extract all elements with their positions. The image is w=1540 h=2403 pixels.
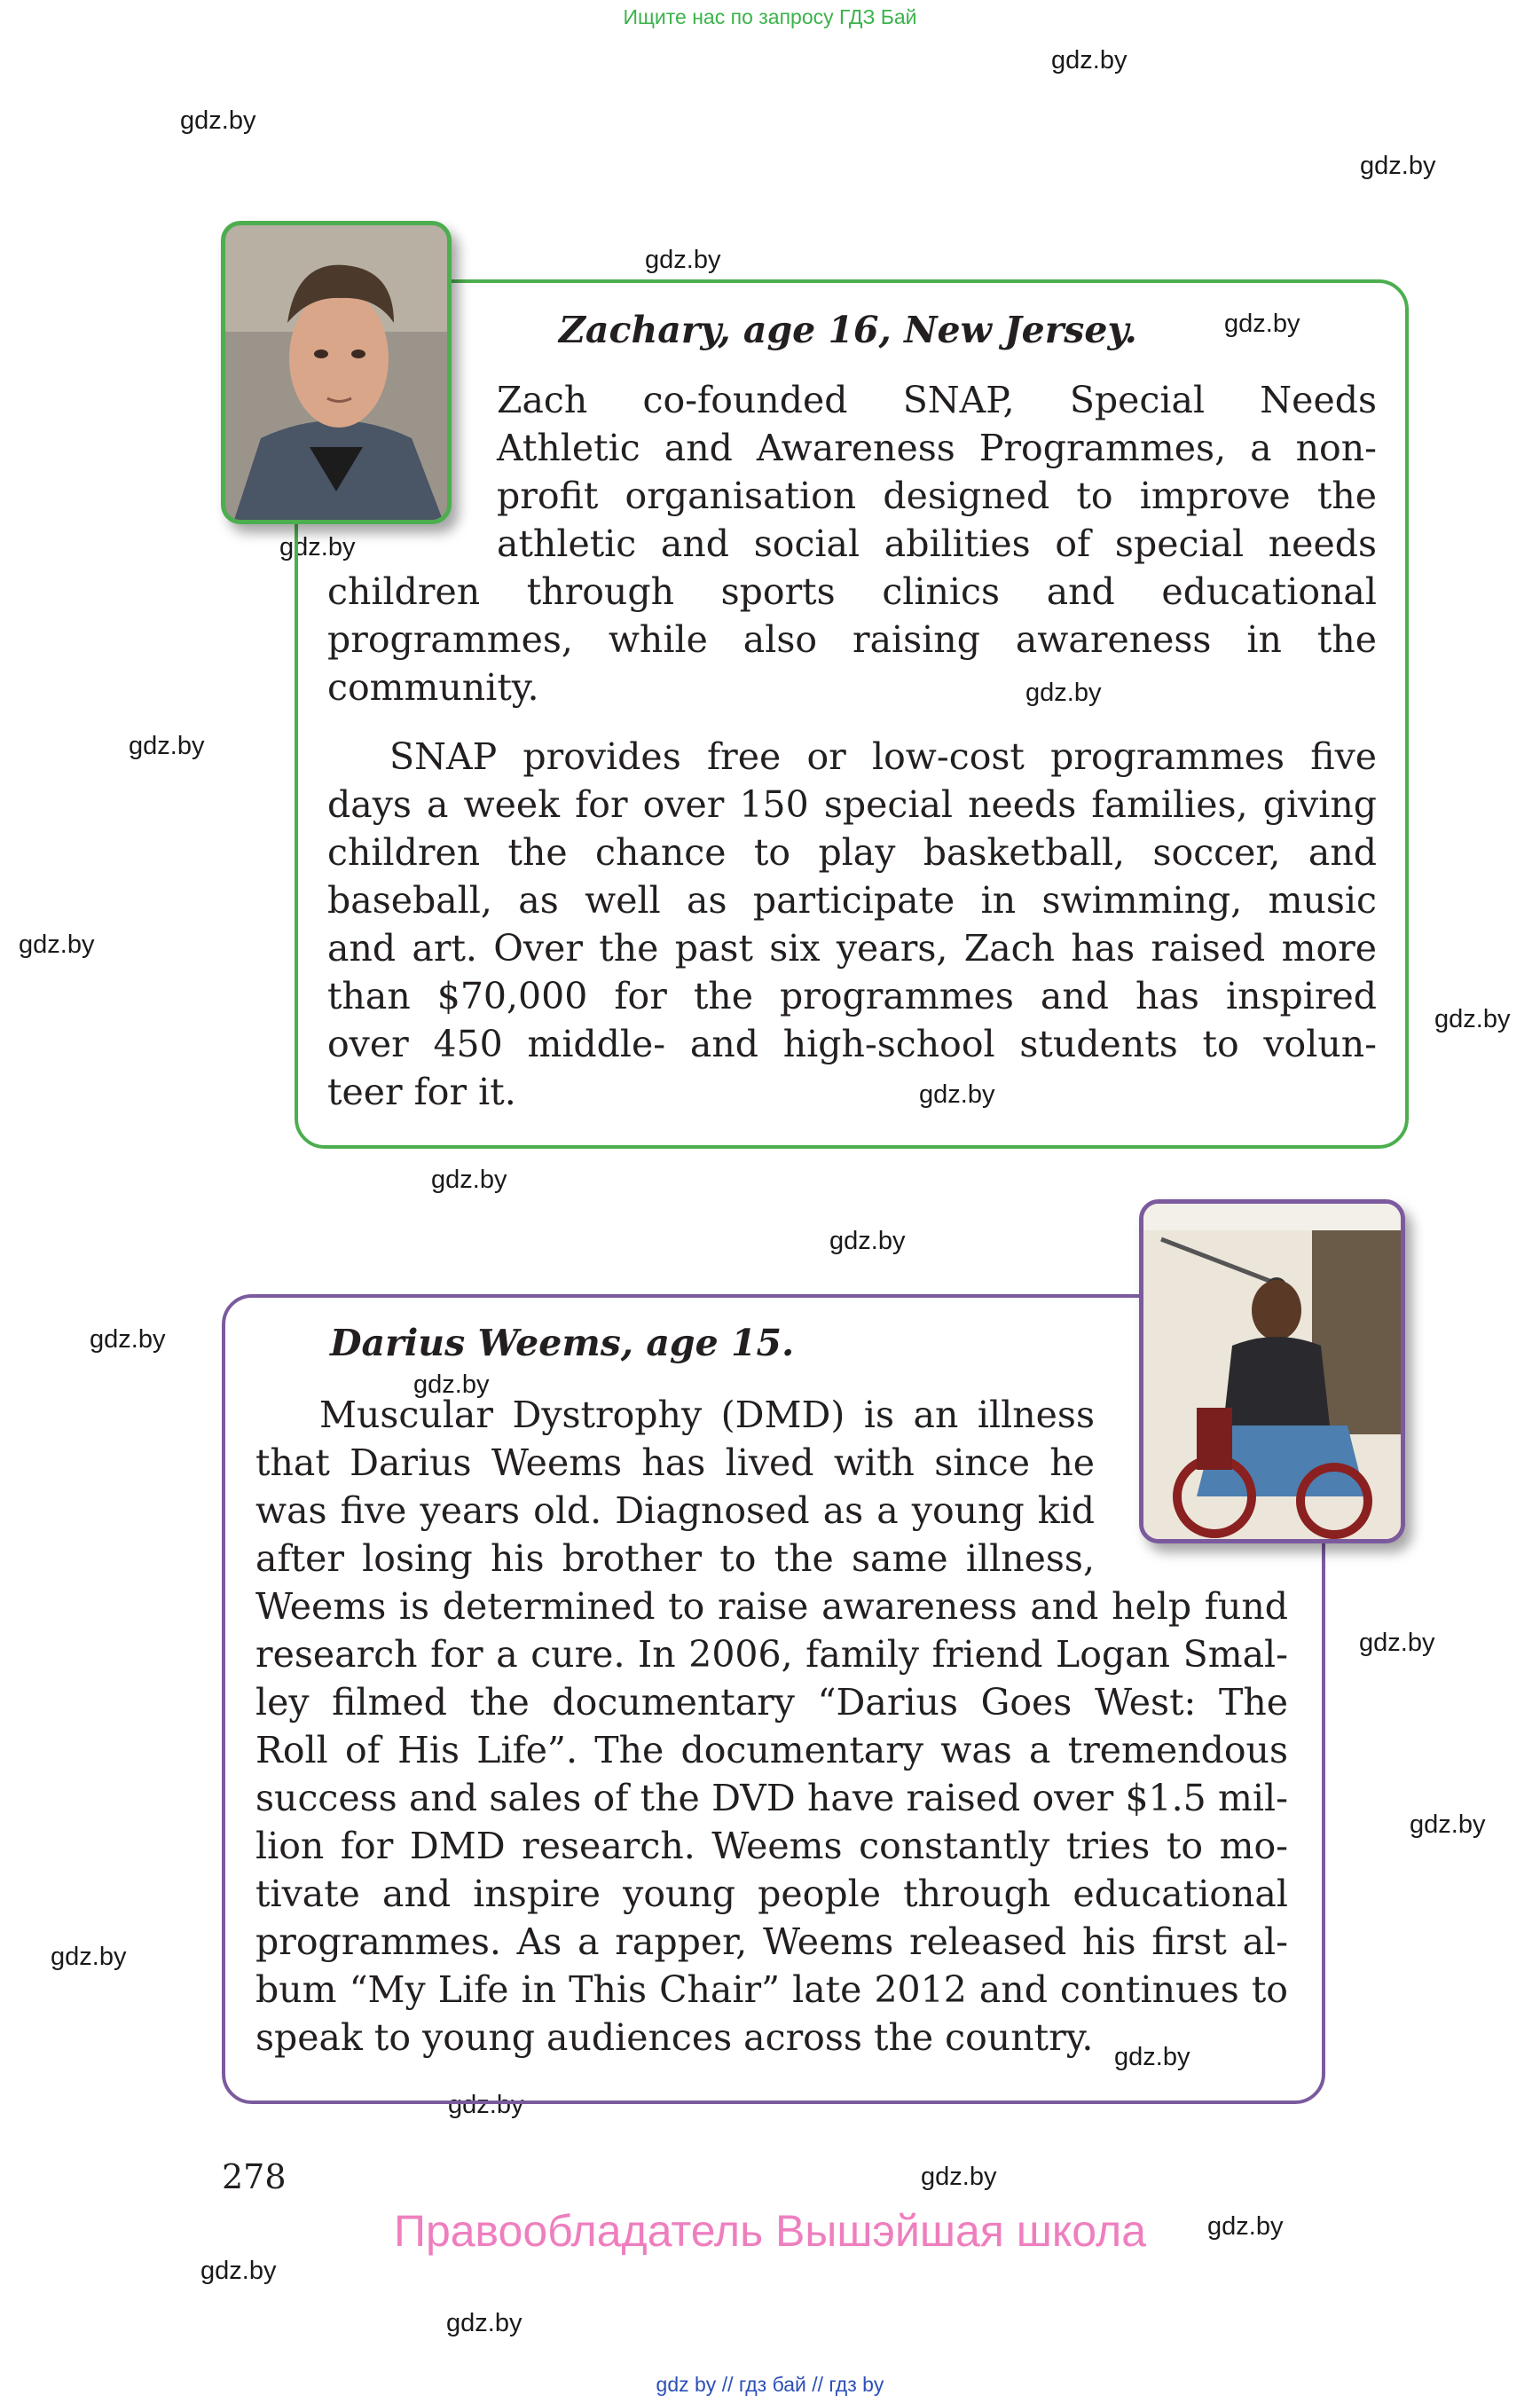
paragraph-line: programmes, while also raising awareness in the	[327, 618, 1377, 661]
portrait-image	[1143, 1204, 1401, 1539]
profile-heading-zachary: Zachary, age 16, New Jersey.	[559, 309, 1137, 351]
paragraph-line: teer for it.	[327, 1071, 516, 1113]
profile-heading-darius: Darius Weems, age 15.	[330, 1322, 795, 1364]
watermark: gdz.by	[1359, 1629, 1435, 1657]
paragraph-line: lion for DMD research. Weems constantly tries to mo-	[255, 1825, 1288, 1867]
paragraph-line: that Darius Weems has lived with since he	[255, 1441, 1095, 1484]
paragraph-line: after losing his brother to the same illness,	[255, 1537, 1095, 1580]
watermark: gdz.by	[1051, 46, 1128, 75]
footer-links[interactable]: gdz by // гдз бай // гдз by	[656, 2373, 884, 2396]
watermark: gdz.by	[1434, 1005, 1511, 1033]
search-hint: Ищите нас по запросу ГДЗ Бай	[623, 5, 917, 28]
paragraph-line: programmes. As a rapper, Weems released his first al-	[255, 1920, 1288, 1963]
watermark: gdz.by	[200, 2257, 277, 2285]
paragraph-line: profit organisation designed to improve the	[497, 475, 1377, 517]
watermark: gdz.by	[1114, 2043, 1190, 2071]
watermark: gdz.by	[446, 2309, 522, 2337]
paragraph-line: community.	[327, 666, 539, 709]
portrait-image	[225, 225, 447, 520]
watermark: gdz.by	[1360, 152, 1436, 180]
watermark: gdz.by	[129, 732, 205, 760]
portrait-photo-zachary	[221, 221, 452, 524]
paragraph-line: Weems is determined to raise awareness and help fund	[255, 1585, 1288, 1628]
paragraph-line: SNAP provides free or low-cost programmes five	[389, 735, 1377, 778]
page-number: 278	[222, 2157, 287, 2196]
paragraph-line: research for a cure. In 2006, family friend Logan Smal-	[255, 1633, 1288, 1676]
watermark: gdz.by	[1207, 2212, 1284, 2241]
watermark: gdz.by	[431, 1166, 507, 1194]
paragraph-line: tivate and inspire young people through educational	[255, 1873, 1288, 1915]
watermark: gdz.by	[1410, 1810, 1486, 1839]
watermark: gdz.by	[829, 1227, 906, 1255]
watermark: gdz.by	[1025, 679, 1102, 707]
watermark: gdz.by	[921, 2163, 997, 2191]
paragraph-line: bum “My Life in This Chair” late 2012 and continues to	[255, 1968, 1288, 2011]
paragraph-line: success and sales of the DVD have raised over $1.5 mil-	[255, 1777, 1288, 1819]
watermark: gdz.by	[19, 931, 95, 959]
watermark: gdz.by	[180, 106, 256, 135]
paragraph-line: Muscular Dystrophy (DMD) is an illness	[319, 1394, 1095, 1436]
paragraph-line: speak to young audiences across the country.	[255, 2016, 1094, 2059]
rights-holder-note: Правообладатель Вышэйшая школа	[394, 2206, 1146, 2256]
paragraph-line: Roll of His Life”. The documentary was a tremendous	[255, 1729, 1288, 1771]
watermark: gdz.by	[448, 2091, 524, 2119]
paragraph-line: children the chance to play basketball, soccer, and	[327, 831, 1377, 874]
paragraph-line: and art. Over the past six years, Zach has raised more	[327, 927, 1377, 970]
watermark: gdz.by	[645, 246, 721, 274]
watermark: gdz.by	[51, 1943, 127, 1971]
paragraph-line: days a week for over 150 special needs families, giving	[327, 783, 1377, 826]
paragraph-line: baseball, as well as participate in swimming, music	[327, 879, 1377, 922]
watermark: gdz.by	[1224, 310, 1300, 338]
paragraph-line: children through sports clinics and educational	[327, 570, 1377, 613]
paragraph-line: Zach co-founded SNAP, Special Needs	[497, 379, 1377, 421]
watermark: gdz.by	[919, 1080, 995, 1109]
paragraph-line: was five years old. Diagnosed as a young kid	[255, 1489, 1095, 1532]
paragraph-line: Athletic and Awareness Programmes, a non-	[497, 427, 1377, 469]
paragraph-line: athletic and social abilities of special needs	[497, 522, 1377, 565]
watermark: gdz.by	[413, 1370, 490, 1399]
watermark: gdz.by	[279, 533, 356, 561]
portrait-photo-darius	[1139, 1199, 1405, 1543]
paragraph-line: than $70,000 for the programmes and has inspired	[327, 975, 1377, 1017]
paragraph-line: ley filmed the documentary “Darius Goes West: The	[255, 1681, 1288, 1724]
watermark: gdz.by	[90, 1325, 166, 1354]
paragraph-line: over 450 middle- and high-school students to volun-	[327, 1023, 1377, 1065]
